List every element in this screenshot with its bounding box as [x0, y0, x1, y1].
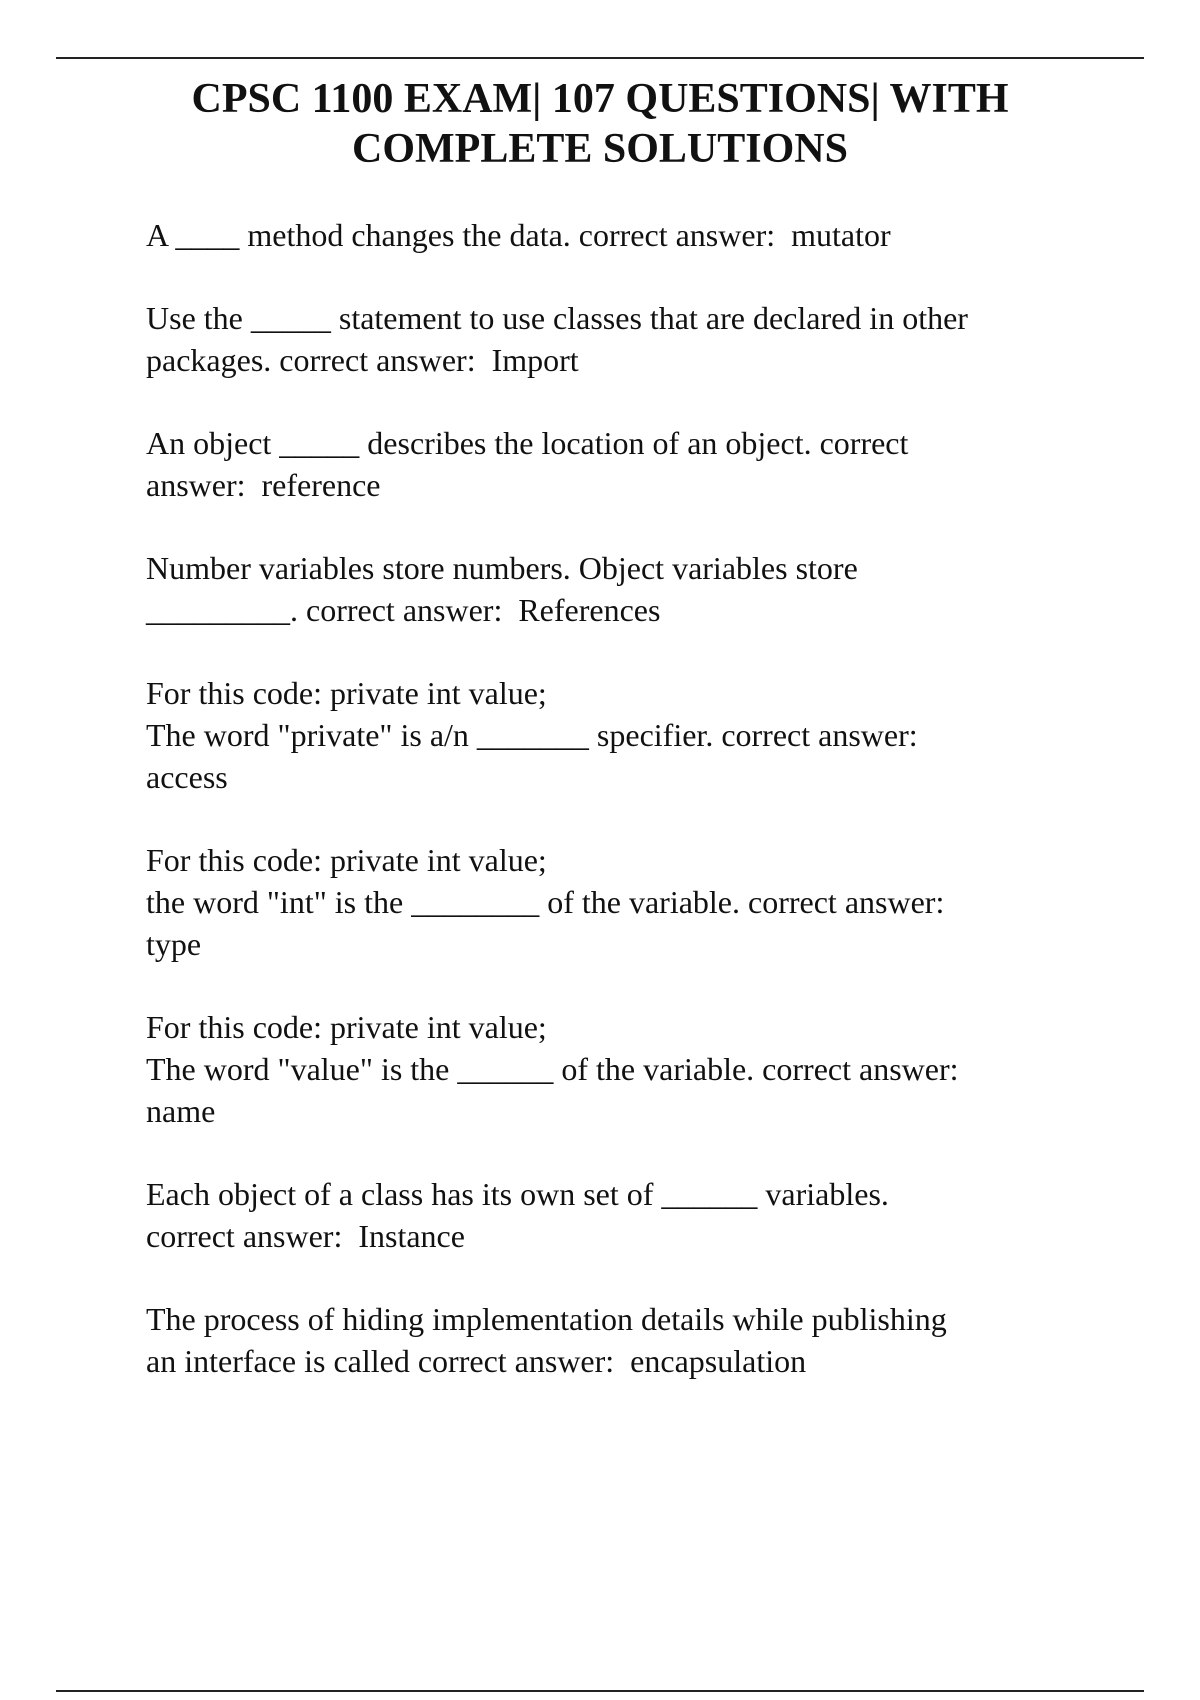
question-line: correct answer: Instance: [146, 1218, 465, 1254]
question-line: name: [146, 1093, 216, 1129]
title-line-2: COMPLETE SOLUTIONS: [352, 126, 848, 172]
bottom-rule: [56, 1690, 1144, 1692]
question-item: [146, 1173, 1086, 1257]
question-line: An object _____ describes the location of an object. correct: [146, 425, 909, 461]
question-line: packages. correct answer: Import: [146, 342, 579, 378]
question-item: [146, 839, 1086, 965]
question-list: [146, 214, 1086, 1423]
question-item: [146, 1006, 1086, 1132]
question-line: Number variables store numbers. Object variables store: [146, 550, 858, 586]
question-line: Each object of a class has its own set of ______ variables.: [146, 1176, 889, 1212]
question-item: [146, 1298, 1086, 1382]
question-line: answer: reference: [146, 467, 381, 503]
question-line: Use the _____ statement to use classes that are declared in other: [146, 300, 968, 336]
question-item: [146, 297, 1086, 381]
question-line: For this code: private int value;: [146, 675, 547, 711]
question-item: [146, 672, 1086, 798]
question-line: type: [146, 926, 202, 962]
question-line: _________. correct answer: References: [146, 592, 661, 628]
title-line-1: CPSC 1100 EXAM| 107 QUESTIONS| WITH: [191, 76, 1009, 122]
question-line: The word "value" is the ______ of the variable. correct answer:: [146, 1051, 959, 1087]
question-item: [146, 547, 1086, 631]
top-rule: [56, 57, 1144, 59]
question-line: an interface is called correct answer: encapsulation: [146, 1343, 807, 1379]
question-line: The process of hiding implementation details while publishing: [146, 1301, 947, 1337]
question-line: the word "int" is the ________ of the variable. correct answer:: [146, 884, 945, 920]
question-line: The word "private" is a/n _______ specifier. correct answer:: [146, 717, 918, 753]
question-line: For this code: private int value;: [146, 842, 547, 878]
question-line: For this code: private int value;: [146, 1009, 547, 1045]
page-title: [120, 74, 1080, 174]
question-line: A ____ method changes the data. correct answer: mutator: [146, 217, 891, 253]
question-item: [146, 214, 1086, 256]
question-item: [146, 422, 1086, 506]
question-line: access: [146, 759, 228, 795]
